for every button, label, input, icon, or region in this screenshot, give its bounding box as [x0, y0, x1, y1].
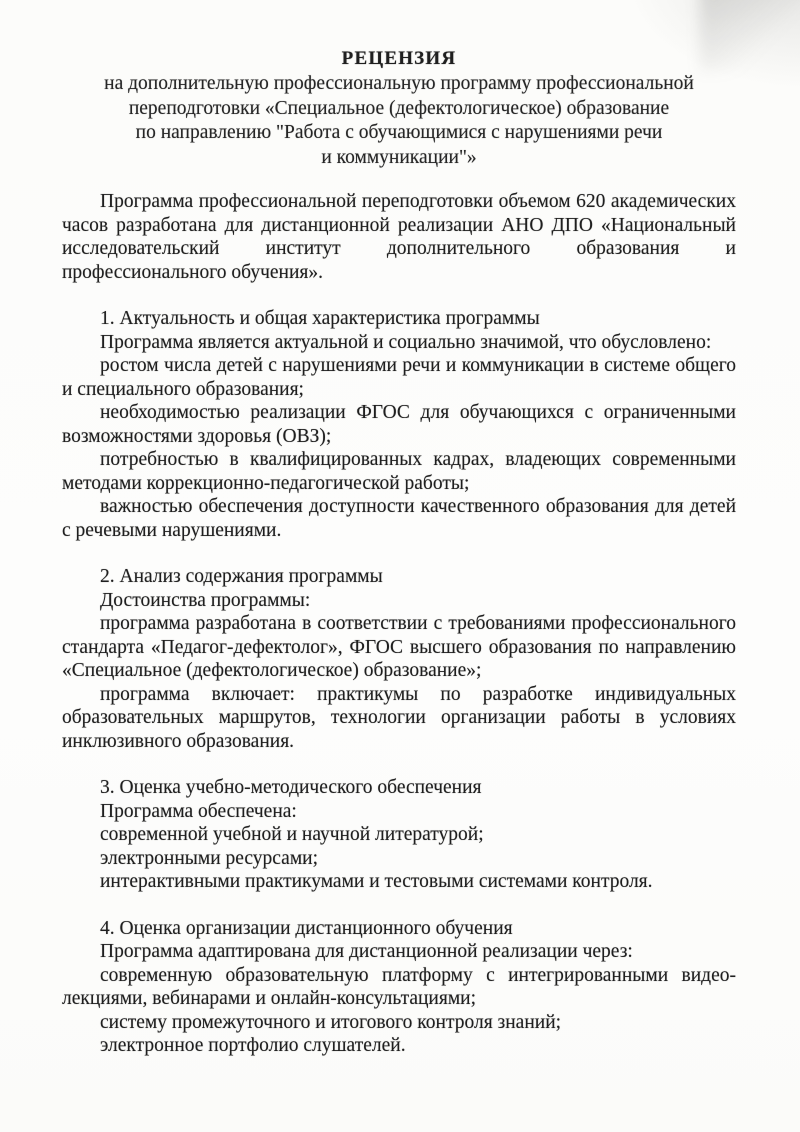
subtitle-line: по направлению "Работа с обучающимися с нарушениями речи: [135, 122, 663, 143]
paragraph: интерактивными практикумами и тестовыми системами контроля.: [100, 871, 653, 892]
paragraph: ростом числа детей с нарушениями речи и коммуникации в системе общего и специального образования;: [62, 355, 736, 400]
subtitle-line: переподготовки «Специальное (дефектологическое) образование: [128, 97, 670, 119]
intro-section: [62, 190, 736, 284]
section-2: [62, 565, 736, 753]
paragraph: Достоинства программы:: [100, 589, 311, 611]
paragraph: современной учебной и научной литературой;: [100, 824, 484, 845]
paragraph: программа включает: практикумы по разработке индивидуальных образовательных маршрутов, технологии организации работы в условиях инклюзивного образования.: [62, 683, 736, 752]
section-heading: 4. Оценка организации дистанционного обучения: [100, 917, 513, 939]
paragraph: Программа является актуальной и социально значимой, что обусловлено:: [100, 331, 712, 353]
paragraph: потребностью в квалифицированных кадрах, владеющих современными методами коррекционно-педагогической работы;: [62, 449, 736, 494]
document-title: РЕЦЕНЗИЯ: [341, 48, 457, 69]
subtitle-line: на дополнительную профессиональную программу профессиональной: [104, 73, 694, 94]
document-body: [62, 190, 736, 1058]
paragraph: электронное портфолио слушателей.: [100, 1035, 406, 1056]
paragraph: программа разработана в соответствии с требованиями профессионального стандарта «Педагог-дефектолог», ФГОС высшего образования по направлению «Специальное (дефектологическое) образование»;: [62, 613, 736, 681]
paragraph: необходимостью реализации ФГОС для обучающихся с ограниченными возможностями здоровья (ОВЗ);: [62, 402, 736, 447]
paragraph: электронными ресурсами;: [100, 847, 319, 869]
paragraph: Программа профессиональной переподготовки объемом 620 академических часов разработана для дистанционной реализации АНО ДПО «Национальный исследовательский институт дополнительного образования и профессионального обучения».: [62, 191, 736, 283]
section-heading: 2. Анализ содержания программы: [100, 566, 383, 587]
section-3: [62, 776, 736, 894]
paragraph: систему промежуточного и итогового контроля знаний;: [100, 1011, 562, 1033]
document-subtitle: [62, 72, 736, 170]
section-4: [62, 917, 736, 1058]
paragraph: Программа обеспечена:: [100, 800, 297, 822]
paragraph: важностью обеспечения доступности качественного образования для детей с речевыми нарушениями.: [62, 496, 736, 541]
paragraph: Программа адаптирована для дистанционной реализации через:: [100, 941, 633, 962]
section-1: [62, 307, 736, 542]
subtitle-line: и коммуникации"»: [321, 146, 477, 168]
paragraph: современную образовательную платформу с интегрированными видео-лекциями, вебинарами и онлайн-консультациями;: [62, 964, 736, 1009]
section-heading: 3. Оценка учебно-методического обеспечения: [100, 777, 482, 798]
section-heading: 1. Актуальность и общая характеристика программы: [100, 308, 540, 329]
